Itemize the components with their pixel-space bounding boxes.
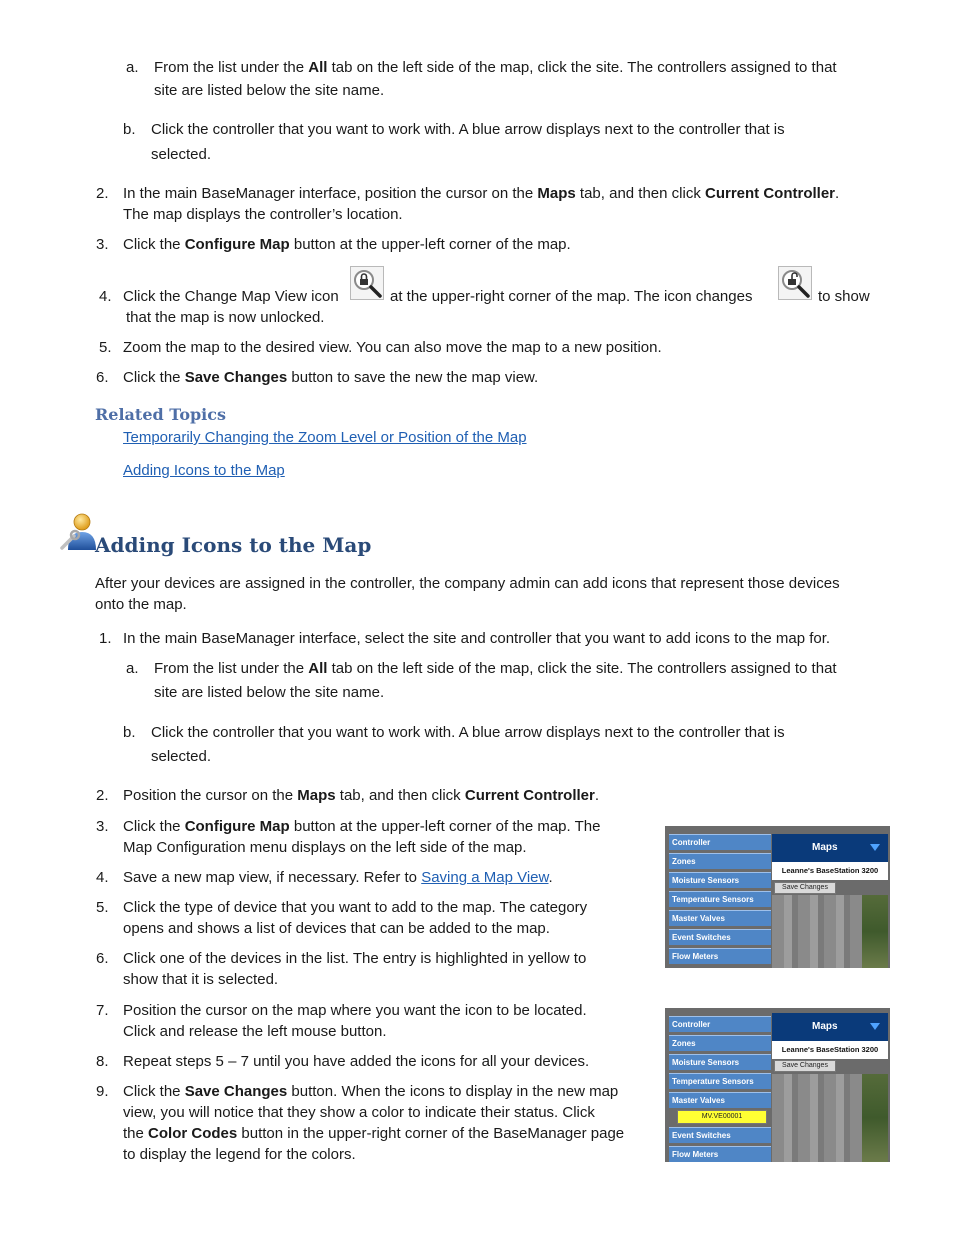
chevron-down-icon [870,844,880,851]
menu-item-controller[interactable]: Controller [669,1016,771,1032]
link-adding-icons[interactable]: Adding Icons to the Map [123,462,285,479]
step-a-line1: From the list under the All tab on the left side of the map, click the site. The controllers assigned to that [154,59,837,76]
step2-num: 2. [96,185,109,202]
maps-tab[interactable]: Maps [772,834,888,862]
step6-num: 6. [96,369,109,386]
map-config-screenshot-2 [665,1008,890,1162]
save-changes-button[interactable]: Save Changes [774,1060,836,1072]
link-saving-map-view[interactable]: Saving a Map View [421,869,549,886]
s6-num: 6. [96,950,109,967]
step-a-line2: site are listed below the site name. [154,82,385,99]
menu-item-event-switches[interactable]: Event Switches [669,929,771,945]
s6-line2: show that it is selected. [123,971,279,988]
map-config-menu [669,834,771,967]
sb-line1: Click the controller that you want to work with. A blue arrow displays next to the controller that is [151,724,785,741]
step3-num: 3. [96,236,109,253]
s9-line4: to display the legend for the colors. [123,1146,356,1163]
menu-item-master-valves[interactable]: Master Valves [669,1092,771,1108]
s3-num: 3. [96,818,109,835]
menu-item-zones[interactable]: Zones [669,853,771,869]
step4-text3: to show [818,288,870,305]
step2-line2: The map displays the controller’s location. [123,206,403,223]
menu-item-flow-meters[interactable]: Flow Meters [669,948,771,964]
s4-text: Save a new map view, if necessary. Refer to Saving a Map View. [123,869,553,886]
map-config-screenshot-1 [665,826,890,968]
s6-line1: Click one of the devices in the list. The entry is highlighted in yellow to [123,950,587,967]
menu-item-temperature-sensors[interactable]: Temperature Sensors [669,891,771,907]
step4-text2: at the upper-right corner of the map. The icon changes [390,288,753,305]
unlock-magnifier-icon [778,266,812,300]
step4-num: 4. [99,288,112,305]
s9-line2: view, you will notice that they show a color to indicate their status. Click [123,1104,595,1121]
s2-text: Position the cursor on the Maps tab, and then click Current Controller. [123,787,600,804]
aerial-map[interactable] [772,895,888,968]
menu-item-controller[interactable]: Controller [669,834,771,850]
s9-line1: Click the Save Changes button. When the icons to display in the new map [123,1083,619,1100]
step5-num: 5. [99,339,112,356]
s2-num: 2. [96,787,109,804]
step4-text1: Click the Change Map View icon [123,288,339,305]
related-topics-heading: Related Topics [95,405,227,424]
sb-line2: selected. [151,748,212,765]
sb-label: b. [123,724,136,741]
s5-line1: Click the type of device that you want to add to the map. The category [123,899,588,916]
menu-item-master-valves[interactable]: Master Valves [669,910,771,926]
intro-line2: onto the map. [95,596,187,613]
s9-line3: the Color Codes button in the upper-right corner of the BaseManager page [123,1125,625,1142]
menu-item-flow-meters[interactable]: Flow Meters [669,1146,771,1162]
menu-item-moisture-sensors[interactable]: Moisture Sensors [669,1054,771,1070]
sa-line1: From the list under the All tab on the left side of the map, click the site. The controllers assigned to that [154,660,837,677]
step5-text: Zoom the map to the desired view. You can also move the map to a new position. [123,339,662,356]
map-config-menu [669,1016,771,1162]
step-b-label: b. [123,121,136,138]
lock-magnifier-icon [350,266,384,300]
chevron-down-icon [870,1023,880,1030]
step-b-line2: selected. [151,146,212,163]
s9-num: 9. [96,1083,109,1100]
controller-name: Leanne's BaseStation 3200 [772,862,888,880]
s8-text: Repeat steps 5 – 7 until you have added the icons for all your devices. [123,1053,590,1070]
aerial-map[interactable] [772,1074,888,1162]
s1-num: 1. [99,630,112,647]
user-wrench-icon [60,512,96,552]
step-b-line1: Click the controller that you want to work with. A blue arrow displays next to the controller that is [151,121,785,138]
controller-name: Leanne's BaseStation 3200 [772,1041,888,1059]
step2-line1: In the main BaseManager interface, position the cursor on the Maps tab, and then click Current Controller. [123,185,840,202]
s1-text: In the main BaseManager interface, select the site and controller that you want to add icons to the map for. [123,630,831,647]
menu-item-zones[interactable]: Zones [669,1035,771,1051]
selected-device-item[interactable]: MV.VE00001 [677,1110,767,1124]
s4-num: 4. [96,869,109,886]
step-a-label: a. [126,59,139,76]
s5-num: 5. [96,899,109,916]
step4-line2: that the map is now unlocked. [126,309,325,326]
sa-line2: site are listed below the site name. [154,684,385,701]
menu-item-event-switches[interactable]: Event Switches [669,1127,771,1143]
s7-line1: Position the cursor on the map where you want the icon to be located. [123,1002,587,1019]
s8-num: 8. [96,1053,109,1070]
s5-line2: opens and shows a list of devices that can be added to the map. [123,920,550,937]
maps-tab[interactable]: Maps [772,1013,888,1041]
sa-label: a. [126,660,139,677]
intro-line1: After your devices are assigned in the controller, the company admin can add icons that represent those devices [95,575,840,592]
link-temporarily-changing-zoom[interactable]: Temporarily Changing the Zoom Level or Position of the Map [123,429,527,446]
step6-text: Click the Save Changes button to save the new the map view. [123,369,539,386]
menu-item-moisture-sensors[interactable]: Moisture Sensors [669,872,771,888]
section-title: Adding Icons to the Map [95,533,372,557]
s3-line1: Click the Configure Map button at the upper-left corner of the map. The [123,818,601,835]
s3-line2: Map Configuration menu displays on the left side of the map. [123,839,527,856]
menu-item-temperature-sensors[interactable]: Temperature Sensors [669,1073,771,1089]
save-changes-button[interactable]: Save Changes [774,882,836,894]
s7-num: 7. [96,1002,109,1019]
step3-text: Click the Configure Map button at the upper-left corner of the map. [123,236,571,253]
s7-line2: Click and release the left mouse button. [123,1023,387,1040]
